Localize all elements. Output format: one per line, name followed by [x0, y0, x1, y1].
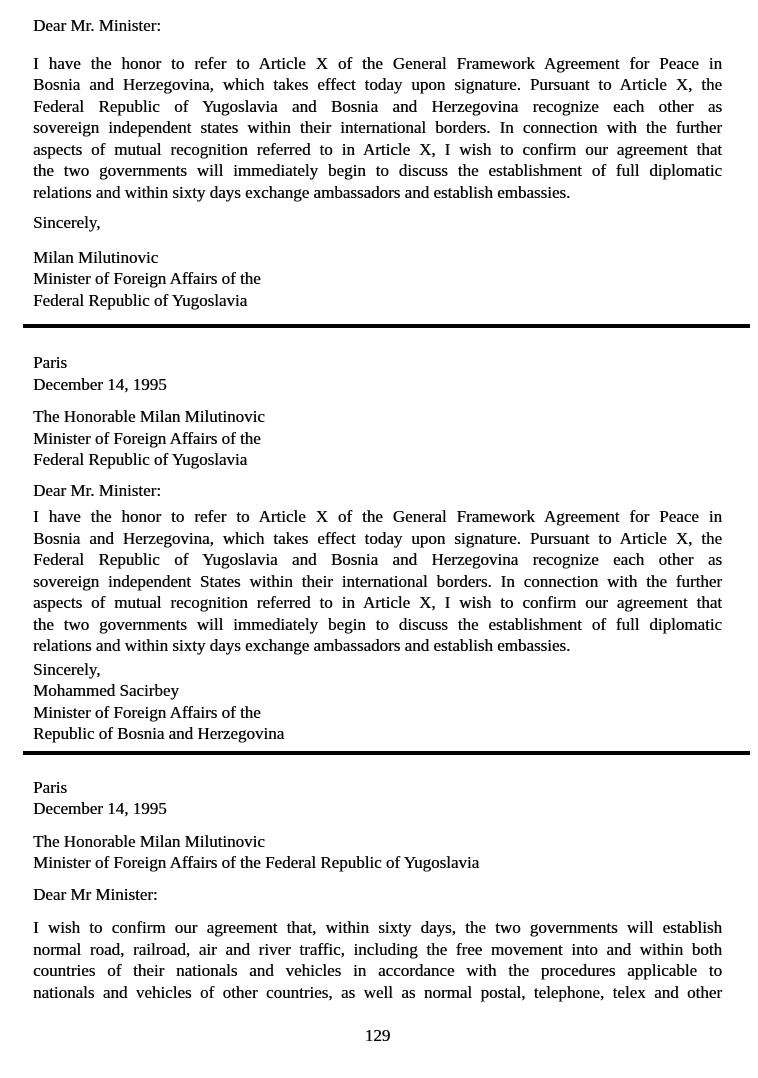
recipient-line: Minister of Foreign Affairs of the [33, 428, 261, 448]
closing: Sincerely, [33, 213, 101, 232]
salutation: Dear Mr. Minister: [33, 480, 161, 500]
letter-body [33, 53, 722, 204]
signature-line: Milan Milutinovic [33, 247, 159, 267]
body-line: normal road, railroad, air and river traffic, including the free movement into and within both [33, 939, 722, 959]
letter-3 [33, 777, 722, 1004]
recipient-block [33, 831, 722, 874]
letter-1 [33, 15, 722, 311]
dateline [33, 777, 722, 820]
signature-line: Minister of Foreign Affairs of the [33, 702, 261, 722]
body-line: relations and within sixty days exchange ambassadors and establish embassies. [33, 182, 571, 202]
signature-block [33, 247, 722, 312]
body-line: Bosnia and Herzegovina, which takes effect today upon signature. Pursuant to Article X, the [33, 528, 722, 548]
recipient-block [33, 406, 722, 471]
recipient-line: Federal Republic of Yugoslavia [33, 450, 248, 469]
body-line: nationals and vehicles of other countries, as well as normal postal, telephone, telex and other [33, 982, 722, 1002]
recipient-line: The Honorable Milan Milutinovic [33, 831, 265, 851]
section-divider [23, 751, 750, 755]
dateline-date: December 14, 1995 [33, 799, 167, 818]
closing: Sincerely, [33, 659, 101, 679]
body-line: sovereign independent states within their international borders. In connection with the further [33, 118, 722, 137]
body-line: Federal Republic of Yugoslavia and Bosnia and Herzegovina recognize each other as [33, 550, 722, 569]
body-line: the two governments will immediately begin to discuss the establishment of full diplomatic [33, 614, 722, 634]
letter-body [33, 506, 722, 657]
letter-body [33, 917, 722, 1003]
body-line: the two governments will immediately begin to discuss the establishment of full diplomatic [33, 161, 722, 180]
body-line: I have the honor to refer to Article X of the General Framework Agreement for Peace in [33, 53, 722, 73]
signature-line: Republic of Bosnia and Herzegovina [33, 724, 285, 743]
body-line: I wish to confirm our agreement that, within sixty days, the two governments will establish [33, 918, 722, 937]
section-divider [23, 324, 750, 328]
dateline-place: Paris [33, 777, 67, 797]
recipient-line: The Honorable Milan Milutinovic [33, 407, 265, 426]
signature-line: Mohammed Sacirbey [33, 681, 179, 700]
signature-line: Federal Republic of Yugoslavia [33, 290, 248, 310]
body-line: Federal Republic of Yugoslavia and Bosnia and Herzegovina recognize each other as [33, 96, 722, 116]
body-line: Bosnia and Herzegovina, which takes effect today upon signature. Pursuant to Article X, the [33, 75, 722, 94]
body-line: aspects of mutual recognition referred to in Article X, I wish to confirm our agreement that [33, 593, 722, 612]
letter-2 [33, 352, 722, 745]
signature-block [33, 680, 722, 745]
signature-line: Minister of Foreign Affairs of the [33, 269, 261, 288]
body-line: sovereign independent States within their international borders. In connection with the further [33, 571, 722, 591]
body-line: relations and within sixty days exchange ambassadors and establish embassies. [33, 636, 571, 655]
dateline [33, 352, 722, 395]
recipient-line: Minister of Foreign Affairs of the Federal Republic of Yugoslavia [33, 853, 480, 872]
body-line: I have the honor to refer to Article X of the General Framework Agreement for Peace in [33, 507, 722, 526]
dateline-place: Paris [33, 353, 67, 372]
salutation: Dear Mr Minister: [33, 884, 158, 904]
page-number: 129 [364, 1026, 391, 1045]
salutation: Dear Mr. Minister: [33, 16, 161, 35]
body-line: countries of their nationals and vehicles in accordance with the procedures applicable to [33, 961, 722, 980]
dateline-date: December 14, 1995 [33, 374, 167, 394]
body-line: aspects of mutual recognition referred to in Article X, I wish to confirm our agreement that [33, 139, 722, 159]
